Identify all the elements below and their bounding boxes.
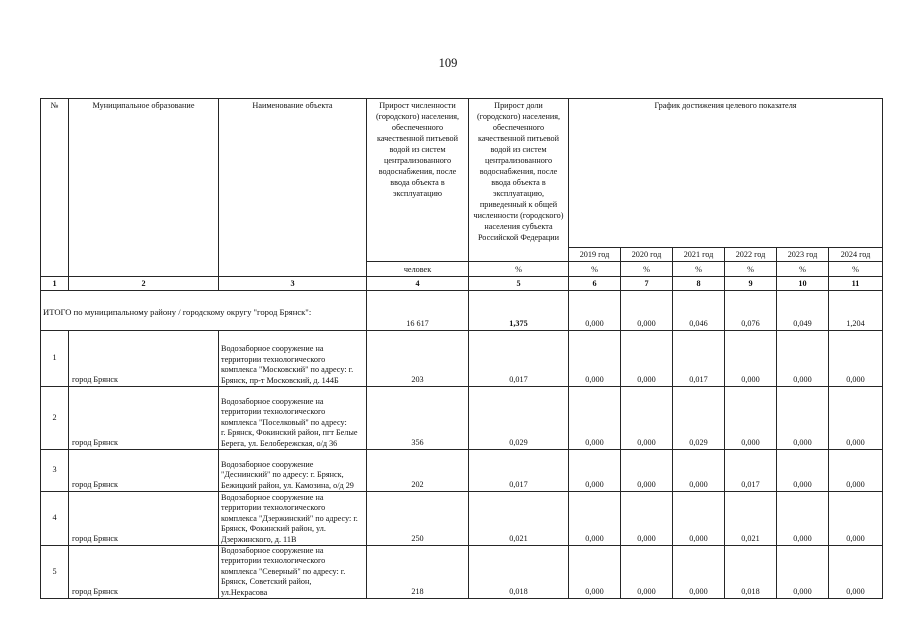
row-year-value: 0,000	[621, 450, 673, 492]
header-year-2019: 2019 год	[569, 248, 621, 262]
unit-year: %	[673, 262, 725, 277]
row-share: 0,017	[469, 450, 569, 492]
unit-year: %	[621, 262, 673, 277]
row-year-value: 0,000	[777, 387, 829, 450]
table-row	[41, 331, 883, 387]
page-number: 109	[438, 56, 458, 70]
row-object-name: Водозаборное сооружение на территории технологического комплекса "Московский" по адресу: г. Брянск, пр-т Московский, д. 144Б	[219, 331, 367, 387]
header-year-2021: 2021 год	[673, 248, 725, 262]
header-row	[41, 99, 883, 248]
row-population: 202	[367, 450, 469, 492]
table-row	[41, 450, 883, 492]
total-label: ИТОГО по муниципальному району / городскому округу "город Брянск":	[41, 291, 367, 331]
unit-share: %	[469, 262, 569, 277]
total-year-value: 0,046	[673, 291, 725, 331]
unit-year: %	[777, 262, 829, 277]
column-number: 3	[219, 277, 367, 291]
header-schedule: График достижения целевого показателя	[569, 99, 883, 248]
column-number: 8	[673, 277, 725, 291]
column-number: 11	[829, 277, 883, 291]
row-year-value: 0,017	[725, 450, 777, 492]
column-number: 2	[69, 277, 219, 291]
total-row	[41, 291, 883, 331]
row-year-value: 0,000	[673, 546, 725, 599]
row-share: 0,029	[469, 387, 569, 450]
column-number: 1	[41, 277, 69, 291]
column-number: 6	[569, 277, 621, 291]
row-year-value: 0,000	[673, 492, 725, 546]
column-number: 7	[621, 277, 673, 291]
unit-year: %	[569, 262, 621, 277]
row-population: 250	[367, 492, 469, 546]
row-year-value: 0,000	[777, 492, 829, 546]
row-year-value: 0,000	[829, 492, 883, 546]
table-row	[41, 387, 883, 450]
row-year-value: 0,000	[569, 331, 621, 387]
row-object-name: Водозаборное сооружение "Деснинский" по адресу: г. Брянск, Бежицкий район, ул. Камозина, о/д 29	[219, 450, 367, 492]
total-year-value: 0,000	[621, 291, 673, 331]
unit-year: %	[829, 262, 883, 277]
row-number: 4	[41, 492, 69, 546]
row-year-value: 0,000	[829, 546, 883, 599]
target-indicator-table	[40, 98, 883, 599]
row-year-value: 0,000	[621, 492, 673, 546]
header-year-2022: 2022 год	[725, 248, 777, 262]
row-year-value: 0,000	[569, 492, 621, 546]
row-year-value: 0,000	[569, 450, 621, 492]
row-year-value: 0,021	[725, 492, 777, 546]
row-number: 5	[41, 546, 69, 599]
table-row	[41, 492, 883, 546]
row-share: 0,018	[469, 546, 569, 599]
row-year-value: 0,000	[777, 331, 829, 387]
header-year-2024: 2024 год	[829, 248, 883, 262]
row-object-name: Водозаборное сооружение на территории технологического комплекса "Поселковый" по адресу: г. Брянск, Фокинский район, пгт Белые Берега, ул. Белобережская, о/д 36	[219, 387, 367, 450]
row-year-value: 0,000	[725, 387, 777, 450]
row-year-value: 0,000	[777, 546, 829, 599]
total-year-value: 1,204	[829, 291, 883, 331]
row-municipality: город Брянск	[69, 387, 219, 450]
row-municipality: город Брянск	[69, 331, 219, 387]
header-population-growth: Прирост численности (городского) населения, обеспеченного качественной питьевой водой из систем централизованного водоснабжения, после ввода объекта в эксплуатацию	[367, 99, 469, 262]
row-year-value: 0,000	[673, 450, 725, 492]
total-population: 16 617	[367, 291, 469, 331]
header-year-2023: 2023 год	[777, 248, 829, 262]
column-number: 5	[469, 277, 569, 291]
unit-year: %	[725, 262, 777, 277]
row-object-name: Водозаборное сооружение на территории технологического комплекса "Северный" по адресу: г. Брянск, Советский район, ул.Некрасова	[219, 546, 367, 599]
row-year-value: 0,000	[621, 387, 673, 450]
row-share: 0,017	[469, 331, 569, 387]
header-object-name: Наименование объекта	[219, 99, 367, 277]
row-population: 218	[367, 546, 469, 599]
table-row	[41, 546, 883, 599]
row-population: 356	[367, 387, 469, 450]
row-year-value: 0,000	[829, 450, 883, 492]
column-numbers-row	[41, 277, 883, 291]
header-year-2020: 2020 год	[621, 248, 673, 262]
row-municipality: город Брянск	[69, 546, 219, 599]
row-year-value: 0,018	[725, 546, 777, 599]
total-year-value: 0,000	[569, 291, 621, 331]
column-number: 9	[725, 277, 777, 291]
column-number: 10	[777, 277, 829, 291]
header-municipality: Муниципальное образование	[69, 99, 219, 277]
unit-population: человек	[367, 262, 469, 277]
row-number: 2	[41, 387, 69, 450]
row-year-value: 0,000	[777, 450, 829, 492]
row-number: 1	[41, 331, 69, 387]
total-share: 1,375	[469, 291, 569, 331]
header-number: №	[41, 99, 69, 277]
row-population: 203	[367, 331, 469, 387]
header-share-growth: Прирост доли (городского) населения, обеспеченного качественной питьевой водой из систем централизованного водоснабжения, после ввода объекта в эксплуатацию, приведенный к общей численности (городского) населения субъекта Российской Федерации	[469, 99, 569, 262]
row-municipality: город Брянск	[69, 492, 219, 546]
row-year-value: 0,000	[621, 546, 673, 599]
row-year-value: 0,000	[621, 331, 673, 387]
total-year-value: 0,076	[725, 291, 777, 331]
column-number: 4	[367, 277, 469, 291]
row-object-name: Водозаборное сооружение на территории технологического комплекса "Дзержинский" по адресу: г. Брянск, Фокинский район, ул. Дзержинского, д. 11В	[219, 492, 367, 546]
total-year-value: 0,049	[777, 291, 829, 331]
row-year-value: 0,000	[829, 387, 883, 450]
row-share: 0,021	[469, 492, 569, 546]
row-year-value: 0,000	[569, 387, 621, 450]
row-number: 3	[41, 450, 69, 492]
row-municipality: город Брянск	[69, 450, 219, 492]
row-year-value: 0,000	[569, 546, 621, 599]
row-year-value: 0,000	[725, 331, 777, 387]
row-year-value: 0,029	[673, 387, 725, 450]
row-year-value: 0,017	[673, 331, 725, 387]
row-year-value: 0,000	[829, 331, 883, 387]
